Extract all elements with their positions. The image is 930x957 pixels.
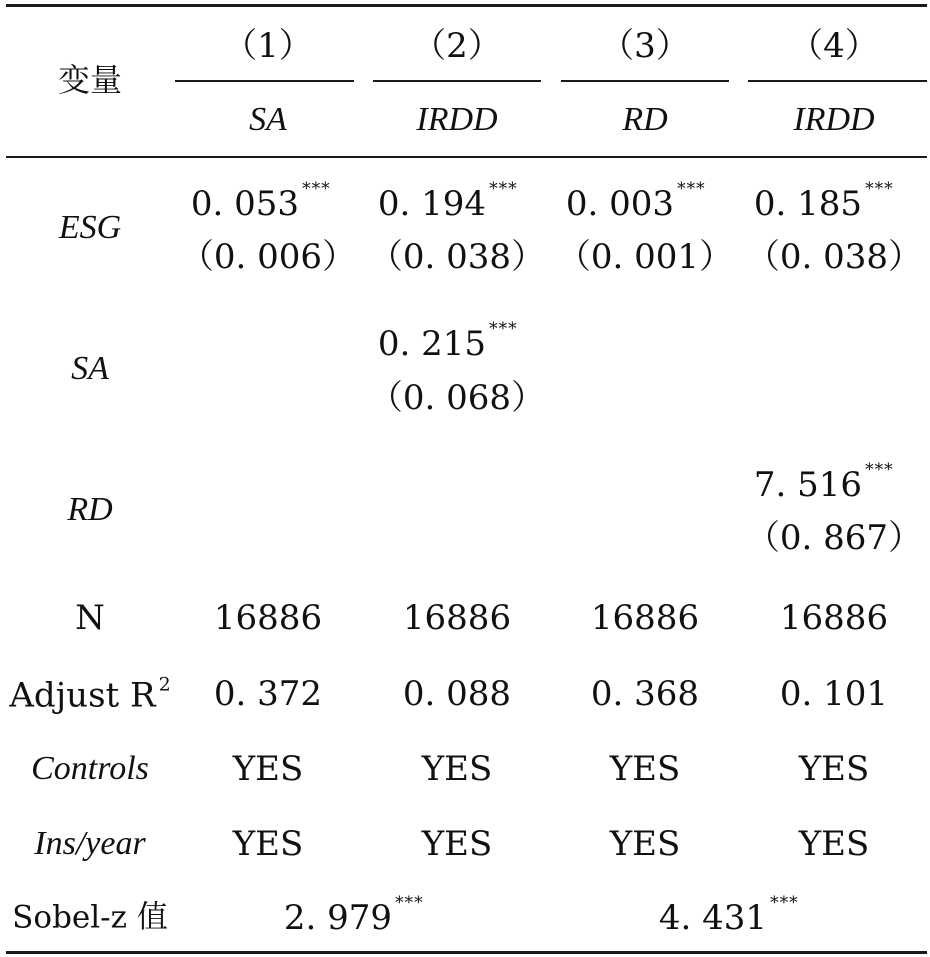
ins-year-col4: YES: [798, 824, 870, 864]
row-label-n: N: [75, 598, 105, 638]
row-label-ins-year: Ins/year: [34, 825, 146, 862]
col4-dep-var: IRDD: [793, 101, 875, 138]
esg-se-col2: （0. 038）: [368, 237, 546, 277]
significance-stars: ***: [865, 460, 894, 480]
significance-stars: ***: [865, 179, 894, 199]
row-label-esg: ESG: [58, 209, 122, 246]
n-col1: 16886: [213, 598, 323, 638]
header-rule: [6, 156, 927, 158]
adj-r2-col4: 0. 101: [779, 674, 889, 714]
row-label-adj-r2: Adjust R $^2$: [9, 673, 171, 716]
esg-coef-col1: 0. 053 ***: [190, 179, 331, 224]
esg-se-col1: （0. 006）: [179, 237, 357, 277]
esg-coef-col2: 0. 194 ***: [377, 179, 518, 224]
col1-number: （1）: [223, 26, 313, 66]
rd-coef-col4: 7. 516 ***: [753, 460, 894, 505]
col3-number: （3）: [600, 26, 690, 66]
col3-underline: [561, 80, 729, 82]
n-col4: 16886: [779, 598, 889, 638]
significance-stars: ***: [677, 179, 706, 199]
sobel-value-a: 2. 979 ***: [283, 893, 424, 938]
esg-coef-col3: 0. 003 ***: [565, 179, 706, 224]
controls-col2: YES: [421, 749, 493, 789]
n-col2: 16886: [402, 598, 512, 638]
significance-stars: ***: [302, 179, 331, 199]
ins-year-col3: YES: [609, 824, 681, 864]
esg-coef-col4: 0. 185 ***: [753, 179, 894, 224]
controls-col1: YES: [232, 749, 304, 789]
esg-se-col3: （0. 001）: [556, 237, 734, 277]
row-label-rd: RD: [67, 491, 113, 528]
sa-coef-col2: 0. 215 ***: [377, 319, 518, 364]
row-label-controls: Controls: [31, 750, 149, 787]
controls-col4: YES: [798, 749, 870, 789]
variable-header: 变量: [57, 61, 123, 99]
ins-year-col2: YES: [421, 824, 493, 864]
col3-dep-var: RD: [622, 101, 668, 138]
significance-stars: ***: [770, 893, 799, 913]
n-col3: 16886: [590, 598, 700, 638]
ins-year-col1: YES: [232, 824, 304, 864]
col4-number: （4）: [789, 26, 879, 66]
bottom-rule: [6, 951, 927, 954]
col1-underline: [175, 80, 354, 82]
col2-number: （2）: [412, 26, 502, 66]
significance-stars: ***: [395, 893, 424, 913]
adj-r2-col1: 0. 372: [213, 674, 323, 714]
row-label-sobel: Sobel-z 值: [12, 899, 168, 936]
esg-se-col4: （0. 038）: [745, 237, 923, 277]
significance-stars: ***: [489, 179, 518, 199]
col2-dep-var: IRDD: [416, 101, 498, 138]
col1-dep-var: SA: [249, 101, 287, 138]
row-label-sa: SA: [71, 350, 109, 387]
controls-col3: YES: [609, 749, 681, 789]
col2-underline: [373, 80, 541, 82]
significance-stars: ***: [489, 319, 518, 339]
adj-r2-col2: 0. 088: [402, 674, 512, 714]
sobel-value-b: 4. 431 ***: [658, 893, 799, 938]
rd-se-col4: （0. 867）: [745, 518, 923, 558]
col4-underline: [748, 80, 927, 82]
adj-r2-col3: 0. 368: [590, 674, 700, 714]
top-rule: [6, 4, 927, 7]
sa-se-col2: （0. 068）: [368, 378, 546, 418]
